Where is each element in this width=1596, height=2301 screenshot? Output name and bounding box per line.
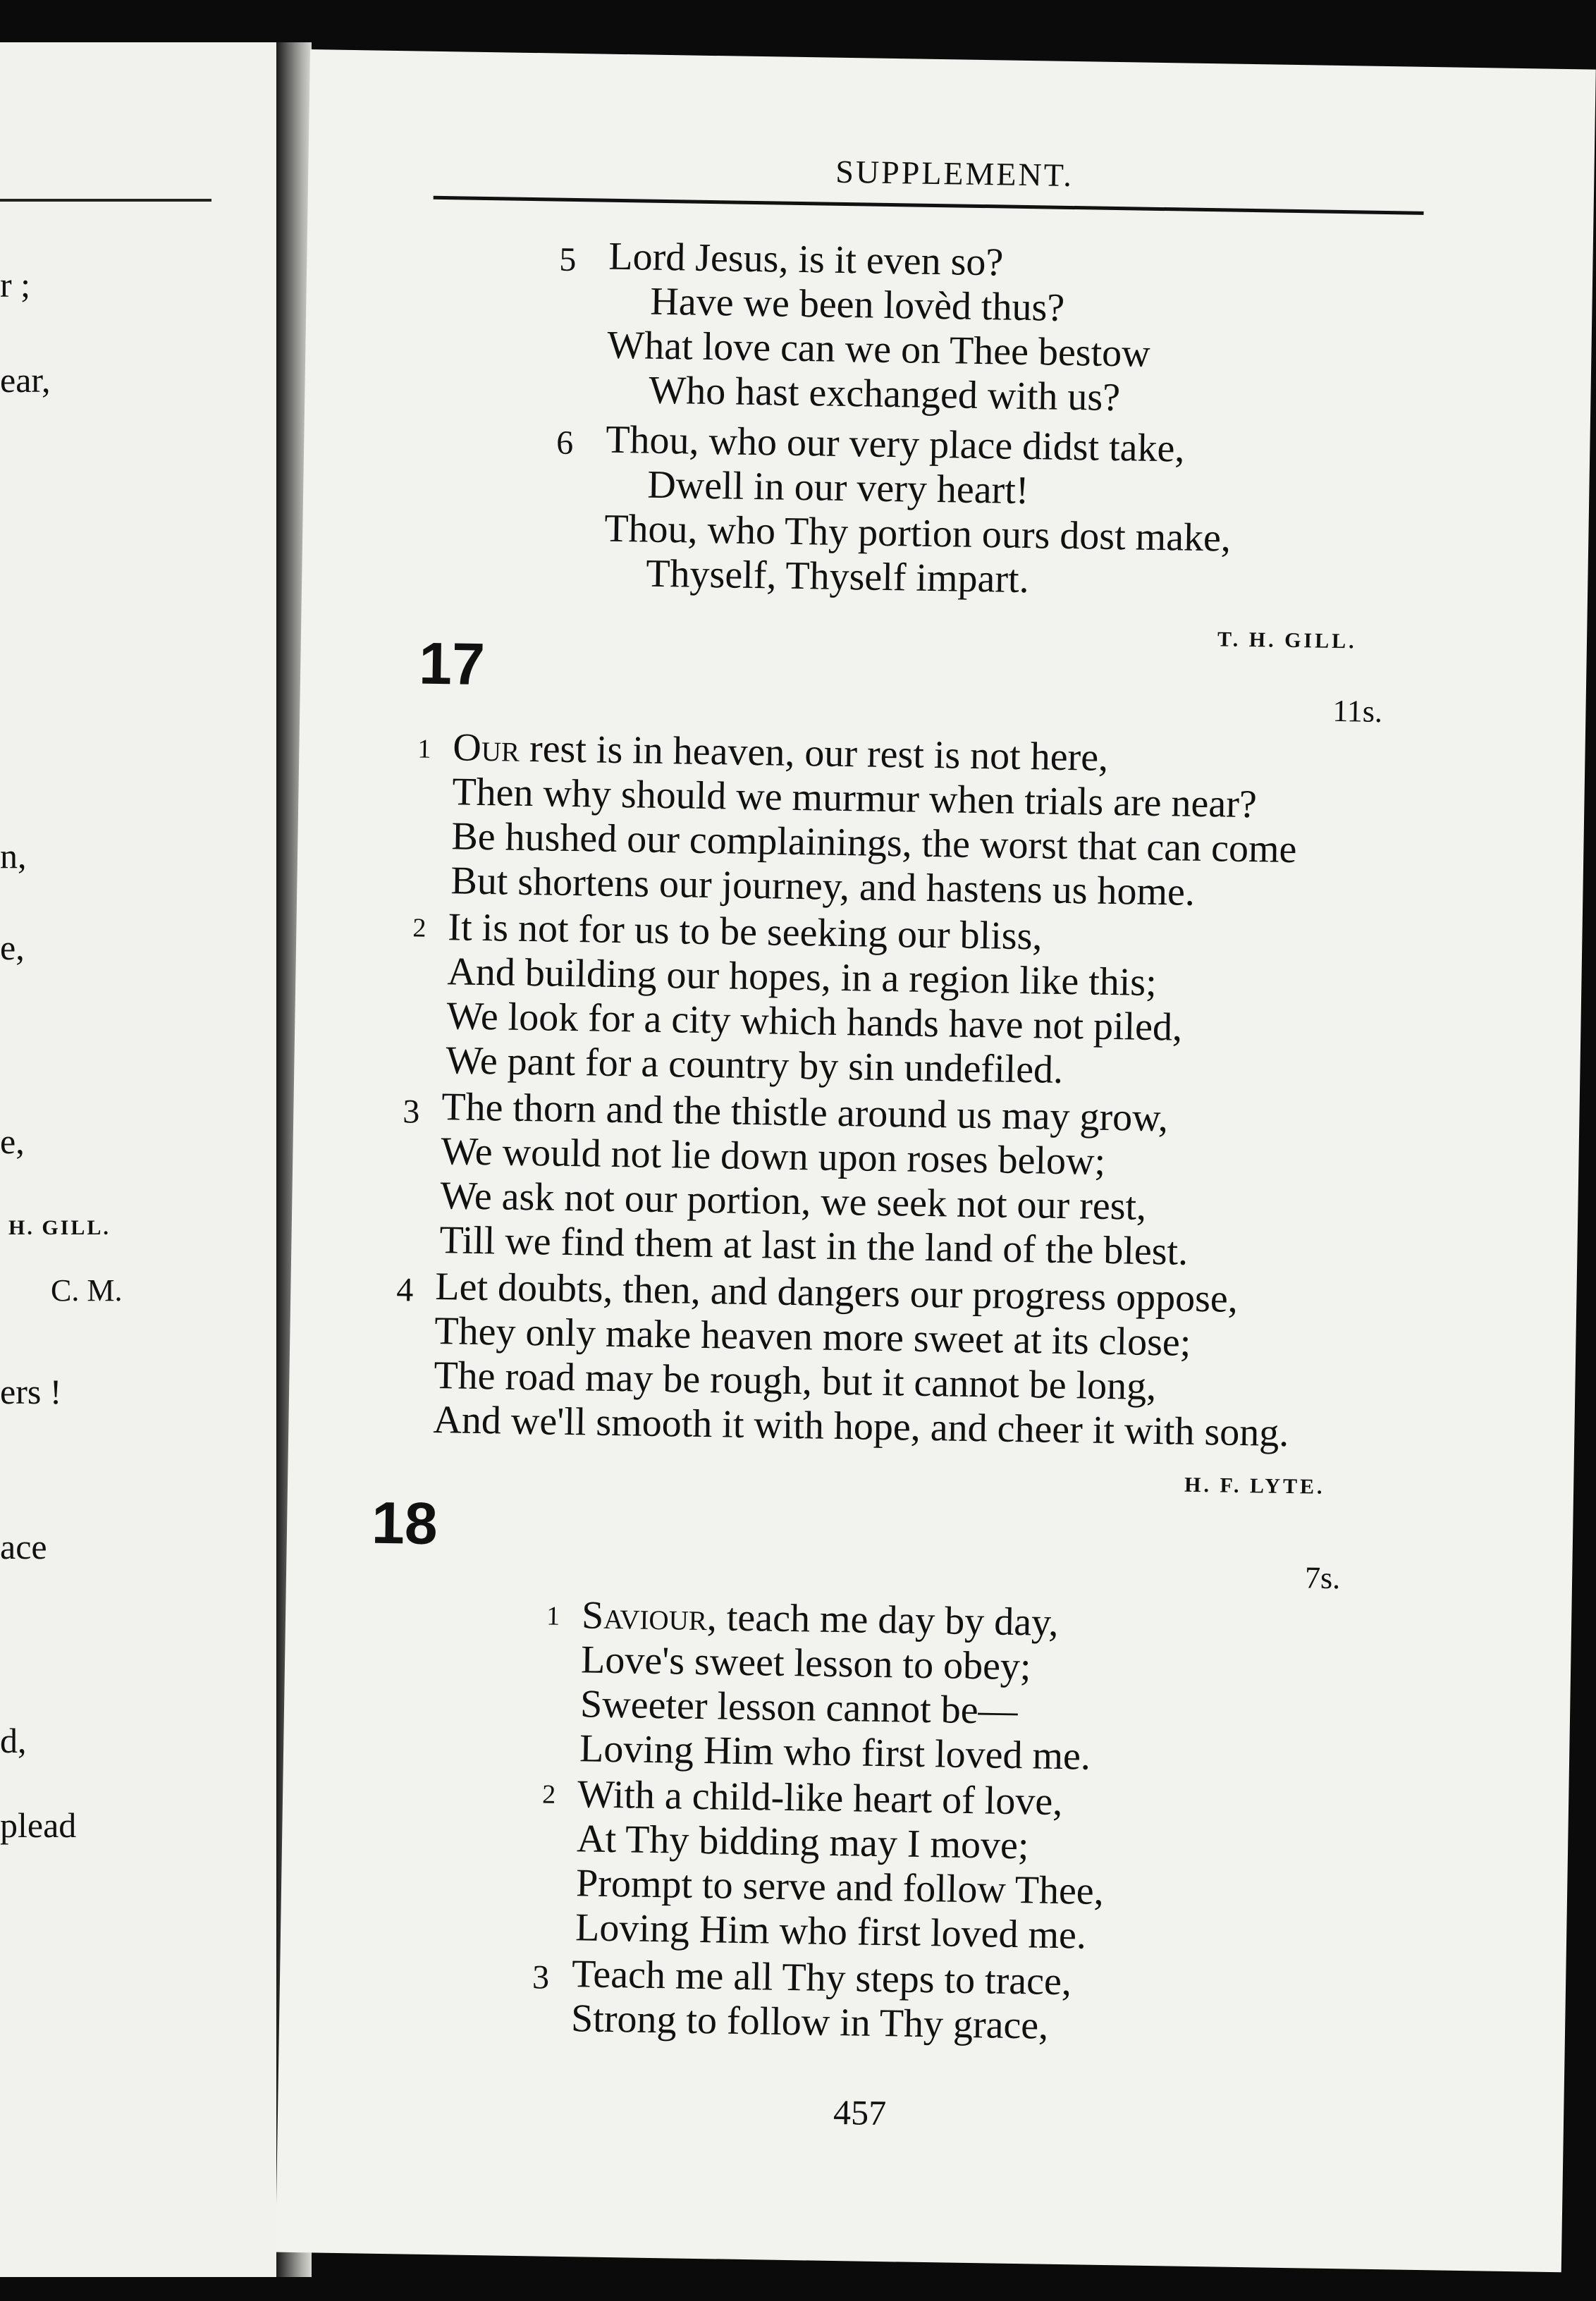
verse-line-rest: , teach me day by day,	[706, 1595, 1059, 1645]
hymn-author: H. F. LYTE.	[1184, 1473, 1325, 1499]
verse-line: Love's sweet lesson to obey;	[580, 1638, 1031, 1689]
verse-number: 5	[558, 240, 577, 278]
hymn-number: 18	[371, 1489, 438, 1557]
verse-first-word: Saviour	[581, 1593, 708, 1640]
verse-line: Be hushed our complainings, the worst that can come	[451, 814, 1297, 872]
left-fragment: ear,	[0, 360, 51, 400]
verse-number: 2	[412, 913, 426, 943]
verse-line: At Thy bidding may I move;	[576, 1817, 1029, 1868]
verse-number: 2	[541, 1779, 556, 1810]
verse-line: What love can we on Thee bestow	[606, 323, 1151, 376]
verse-line: Till we find them at last in the land of the blest.	[439, 1218, 1189, 1274]
left-fragment: plead	[0, 1805, 77, 1845]
verse-number: 1	[546, 1601, 560, 1631]
verse-number: 1	[417, 734, 431, 764]
verse-number: 3	[532, 1958, 550, 1996]
left-page-rule	[0, 199, 211, 202]
verse-number: 6	[555, 424, 574, 462]
hymn-meter: 11s.	[1332, 693, 1383, 730]
verse-number: 4	[395, 1271, 414, 1309]
running-header: SUPPLEMENT.	[835, 153, 1074, 194]
left-fragment: e,	[0, 1122, 25, 1161]
verse-line: Loving Him who first loved me.	[575, 1906, 1087, 1958]
left-page	[0, 42, 276, 2277]
verse-line: And we'll smooth it with hope, and cheer it with song.	[432, 1397, 1289, 1456]
verse-line: Prompt to serve and follow Thee,	[575, 1861, 1105, 1913]
left-author: H. GILL.	[8, 1216, 111, 1239]
page-number: 457	[833, 2092, 887, 2133]
verse-line	[582, 1593, 1059, 1645]
verse-line: Loving Him who first loved me.	[579, 1726, 1091, 1779]
verse-line: Thou, who Thy portion ours dost make,	[603, 506, 1232, 560]
verse-number: 3	[402, 1093, 420, 1131]
verse-line: Thyself, Thyself impart.	[645, 551, 1030, 602]
verse-line: But shortens our journey, and hastens us home.	[450, 859, 1196, 914]
header-rule	[434, 196, 1424, 215]
hymn-meter: 7s.	[1304, 1560, 1341, 1596]
verse-line: The road may be rough, but it cannot be long,	[433, 1353, 1157, 1409]
verse-line: And building our hopes, in a region like this;	[446, 950, 1158, 1005]
verse-line: With a child-like heart of love,	[577, 1772, 1063, 1824]
left-fragment: ace	[0, 1527, 47, 1566]
verse-line: Let doubts, then, and dangers our progress oppose,	[434, 1265, 1239, 1321]
verse-line: Who hast exchanged with us?	[648, 368, 1121, 420]
left-fragment: n,	[0, 836, 27, 876]
verse-line: We ask not our portion, we seek not our rest,	[439, 1174, 1147, 1229]
verse-line: Strong to follow in Thy grace,	[570, 1996, 1049, 2048]
verse-line: They only make heaven more sweet at its close;	[434, 1308, 1191, 1365]
verse-line: We look for a city which hands have not piled,	[446, 994, 1183, 1050]
left-fragment: e,	[0, 928, 25, 967]
verse-line: Lord Jesus, is it even so?	[608, 234, 1004, 285]
verse-first-word: Our	[452, 725, 520, 771]
verse-line: We pant for a country by sin undefiled.	[446, 1038, 1064, 1092]
verse-line: We would not lie down upon roses below;	[440, 1129, 1106, 1184]
right-page	[276, 49, 1596, 2272]
verse-line-rest: rest is in heaven, our rest is not here,	[519, 726, 1109, 780]
verse-line: Dwell in our very heart!	[646, 462, 1029, 513]
left-fragment: r ;	[0, 265, 31, 305]
verse-line: Thou, who our very place didst take,	[605, 417, 1185, 471]
verse-line: Sweeter lesson cannot be—	[579, 1682, 1019, 1734]
left-fragment: ers !	[0, 1372, 62, 1411]
verse-line: Teach me all Thy steps to trace,	[571, 1952, 1072, 2004]
hymn-number: 17	[418, 630, 486, 697]
hymn-author: T. H. GILL.	[1217, 627, 1357, 654]
verse-line: Have we been lovèd thus?	[649, 279, 1065, 330]
verse-line: It is not for us to be seeking our bliss,	[447, 905, 1043, 959]
left-meter: C. M.	[51, 1273, 123, 1308]
left-fragment: d,	[0, 1721, 27, 1760]
verse-line: The thorn and the thistle around us may grow,	[441, 1085, 1169, 1141]
verse-line: Then why should we murmur when trials are near?	[451, 770, 1258, 827]
